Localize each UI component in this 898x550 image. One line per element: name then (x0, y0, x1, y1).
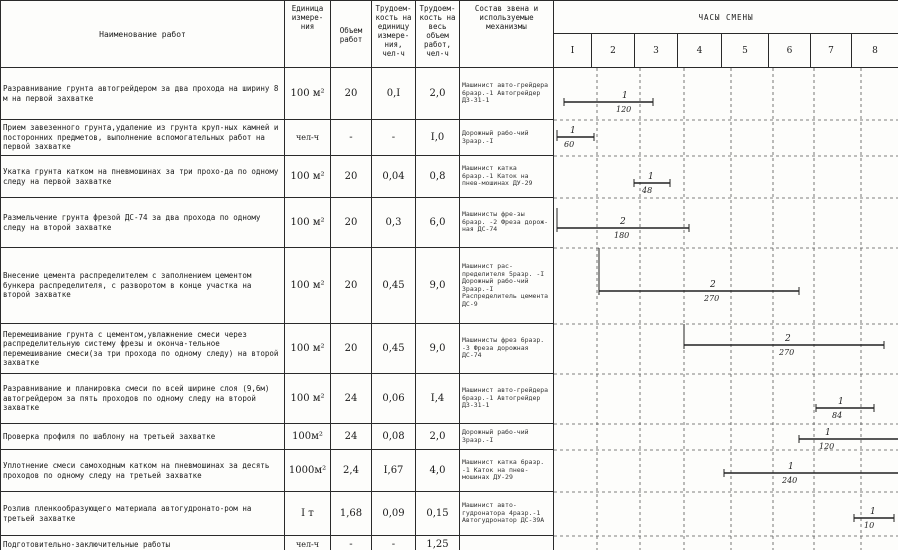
row-unit: 100 м² (285, 248, 331, 324)
row-crew: Машинист авто-грейдера 6разр.-1 Автогрейдер ДЗ-31-1 (460, 68, 554, 120)
row-name: Подготовительно-заключительные работы (1, 536, 285, 550)
row-labor-unit: 0,3 (372, 198, 416, 248)
gantt-duration-label: 180 (614, 231, 630, 240)
row-crew: Машинист авто-гудронатора 4разр.-1 Автогудронатор ДС-39А (460, 492, 554, 536)
row-crew: Машинист катка 6разр.-1 Каток на пнев-мошинах ДУ-29 (460, 156, 554, 198)
row-unit: чел-ч (285, 536, 331, 550)
row-labor-total: 4,0 (416, 450, 460, 492)
row-volume: 20 (331, 248, 372, 324)
row-crew: Машинист катка 6разр. -1 Каток на пнев-мошинах ДУ-29 (460, 450, 554, 492)
header-volume: Объем работ (331, 1, 372, 68)
gantt-workers-label: 1 (825, 428, 831, 438)
gantt-duration-label: 84 (832, 411, 843, 420)
row-name: Разравнивание грунта автогрейдером за два прохода на ширину 8 м на первой захватке (1, 68, 285, 120)
row-labor-total: I,0 (416, 120, 460, 156)
gantt-workers-label: 2 (710, 280, 716, 290)
hour-col-7: 7 (811, 34, 852, 68)
header-labor-total: Трудоем-кость на весь объем работ, чел-ч (416, 1, 460, 68)
row-volume: 20 (331, 68, 372, 120)
row-name: Перемешивание грунта с цементом,увлажнение смеси через распределительную систему фрезы и оконча-тельное перемешивание смеси(за три прохода по одному следу) на второй захватке (1, 324, 285, 374)
header-crew: Состав звена и используемые механизмы (460, 1, 554, 68)
row-labor-total: 9,0 (416, 324, 460, 374)
hour-col-6: 6 (769, 34, 811, 68)
row-labor-unit: 0,45 (372, 324, 416, 374)
row-volume: 24 (331, 374, 372, 424)
gantt-duration-label: 270 (779, 348, 795, 357)
hour-col-1: I (554, 34, 592, 68)
row-volume: 20 (331, 156, 372, 198)
row-labor-unit: 0,06 (372, 374, 416, 424)
gantt-workers-label: 2 (785, 334, 791, 344)
gantt-duration-label: 120 (616, 105, 632, 114)
row-unit: 100 м² (285, 374, 331, 424)
row-volume: 20 (331, 198, 372, 248)
row-labor-unit: 0,I (372, 68, 416, 120)
gantt-workers-label: 1 (622, 91, 628, 101)
row-labor-total: 0,15 (416, 492, 460, 536)
row-volume: 2,4 (331, 450, 372, 492)
row-labor-total: I,4 (416, 374, 460, 424)
gantt-chart (554, 68, 898, 550)
row-name: Уплотнение смеси самоходным катком на пневмошинах за десять проходов по одному следу на третьей захватке (1, 450, 285, 492)
row-name: Размельчение грунта фрезой ДС-74 за два прохода по одному следу на второй захватке (1, 198, 285, 248)
row-labor-unit: I,67 (372, 450, 416, 492)
row-unit: чел-ч (285, 120, 331, 156)
gantt-duration-label: 120 (819, 442, 835, 451)
row-crew: Машинисты фрез 6разр. -3 Фреза дорожная ДС-74 (460, 324, 554, 374)
row-volume: 20 (331, 324, 372, 374)
row-crew: Машинист рас-пределителя 5разр. -I Дорожный рабо-чий 3разр.-I Распределитель цемента ДС-9 (460, 248, 554, 324)
row-volume: 24 (331, 424, 372, 450)
row-crew: Дорожный рабо-чий 3разр.-I (460, 120, 554, 156)
row-labor-unit: 0,45 (372, 248, 416, 324)
header-labor-unit: Трудоем-кость на единицу измере-ния, чел-ч (372, 1, 416, 68)
gantt-workers-label: 1 (838, 397, 844, 407)
row-unit: 100 м² (285, 68, 331, 120)
row-volume: 1,68 (331, 492, 372, 536)
header-name: Наименование работ (1, 1, 285, 68)
row-name: Разравнивание и планировка смеси по всей ширине слоя (9,6м) автогрейдером за пять проходов по одному следу на второй захватке (1, 374, 285, 424)
row-unit: 100м² (285, 424, 331, 450)
row-unit: 1000м² (285, 450, 331, 492)
row-labor-total: 9,0 (416, 248, 460, 324)
row-labor-unit: - (372, 120, 416, 156)
row-labor-total: 2,0 (416, 68, 460, 120)
gantt-duration-label: 48 (642, 186, 653, 195)
gantt-duration-label: 270 (704, 294, 720, 303)
row-labor-total: 2,0 (416, 424, 460, 450)
row-name: Внесение цемента распределителем с заполнением цементом бункера распределителя, с разворотом в конце участка на второй захватке (1, 248, 285, 324)
row-name: Розлив пленкообразующего материала автогудронато-ром на третьей захватке (1, 492, 285, 536)
row-volume: - (331, 536, 372, 550)
row-name: Укатка грунта катком на пневмошинах за три прохо-да по одному следу на первой захватке (1, 156, 285, 198)
row-unit: I т (285, 492, 331, 536)
gantt-workers-label: 2 (620, 217, 626, 227)
gantt-duration-label: 10 (864, 521, 875, 530)
row-labor-total: 0,8 (416, 156, 460, 198)
gantt-duration-label: 60 (564, 140, 575, 149)
row-labor-total: 6,0 (416, 198, 460, 248)
hour-col-8: 8 (852, 34, 898, 68)
gantt-workers-label: 1 (788, 462, 794, 472)
hour-col-5: 5 (722, 34, 769, 68)
row-name: Проверка профиля по шаблону на третьей захватке (1, 424, 285, 450)
hour-col-4: 4 (678, 34, 722, 68)
row-crew: Машинист авто-грейдера 6разр.-1 Автогрейдер ДЗ-31-1 (460, 374, 554, 424)
gantt-workers-label: 1 (570, 126, 576, 136)
row-unit: 100 м² (285, 198, 331, 248)
row-volume: - (331, 120, 372, 156)
row-unit: 100 м² (285, 156, 331, 198)
hour-col-2: 2 (592, 34, 635, 68)
hour-col-3: 3 (635, 34, 678, 68)
header-hours-title: ЧАСЫ СМЕНЫ (554, 1, 898, 34)
gantt-workers-label: 1 (870, 507, 876, 517)
gantt-area (554, 68, 898, 550)
row-unit: 100 м² (285, 324, 331, 374)
gantt-workers-label: 1 (648, 172, 654, 182)
table-row (1, 68, 898, 120)
row-labor-total: 1,25 (416, 536, 460, 550)
row-labor-unit: 0,09 (372, 492, 416, 536)
row-labor-unit: - (372, 536, 416, 550)
row-crew: Дорожный рабо-чий 3разр.-I (460, 424, 554, 450)
gantt-duration-label: 240 (782, 476, 798, 485)
row-name: Прием завезенного грунта,удаление из грунта круп-ных камней и посторонних предметов, выполнение вспомогательных работ на первой захватке (1, 120, 285, 156)
header-unit: Единица измере-ния (285, 1, 331, 68)
row-labor-unit: 0,04 (372, 156, 416, 198)
row-crew (460, 536, 554, 550)
row-labor-unit: 0,08 (372, 424, 416, 450)
row-crew: Машинисты фре-зы 6разр. -2 Фреза дорож-ная ДС-74 (460, 198, 554, 248)
